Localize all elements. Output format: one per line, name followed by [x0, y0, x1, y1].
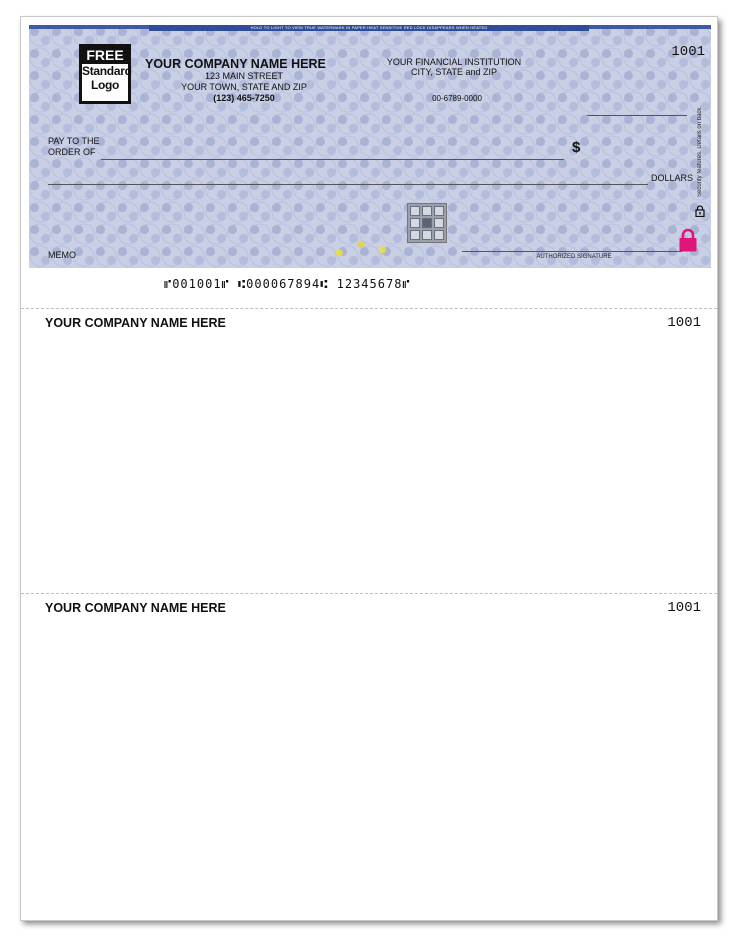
dollars-label: DOLLARS	[651, 173, 694, 183]
stub-2-company-name: YOUR COMPANY NAME HERE	[45, 601, 226, 615]
stub-1-check-number: 1001	[667, 315, 701, 331]
bank-city: CITY, STATE and ZIP	[410, 67, 498, 77]
amount-field[interactable]	[586, 143, 686, 161]
bank-name: YOUR FINANCIAL INSTITUTION	[386, 57, 522, 67]
security-band: HOLD TO LIGHT TO VIEW TRUE WATERMARK IN PAPER HEAT SENSITIVE RED LOCK DISAPPEARS WHEN HEATED	[149, 25, 589, 31]
heat-sensitive-ink	[325, 233, 397, 261]
check	[29, 25, 711, 268]
pay-to-label	[48, 136, 100, 158]
check-number: 1001	[671, 44, 705, 60]
address-street: 123 MAIN STREET	[204, 71, 284, 81]
pay-to-label-line1: PAY TO THE	[48, 136, 100, 146]
company-name: YOUR COMPANY NAME HERE	[145, 57, 326, 71]
stub-2-check-number: 1001	[667, 600, 701, 616]
stub-1-company-name: YOUR COMPANY NAME HERE	[45, 316, 226, 330]
address-city: YOUR TOWN, STATE AND ZIP	[181, 82, 307, 92]
company-phone: (123) 465-7250	[213, 93, 275, 103]
hologram-icon	[407, 203, 447, 243]
date-line[interactable]	[587, 115, 687, 116]
logo-line-1: FREE	[82, 47, 128, 64]
signature-label: AUTHORIZED SIGNATURE	[536, 254, 612, 260]
payee-line[interactable]	[101, 159, 564, 160]
micr-line: ⑈001001⑈ ⑆000067894⑆ 12345678⑈	[164, 277, 411, 291]
dollar-sign: $	[572, 139, 581, 156]
padlock-icon	[695, 205, 705, 220]
pay-to-label-line2: ORDER OF	[48, 147, 96, 157]
bank-info	[379, 57, 529, 77]
company-logo	[79, 44, 131, 104]
company-address	[179, 71, 309, 104]
check-form-page	[20, 16, 718, 921]
memo-label: MEMO	[48, 250, 76, 260]
logo-line-2: Standard	[82, 64, 132, 78]
perforation-line-1	[21, 308, 717, 309]
routing-fraction: 00-6789-0000	[432, 94, 482, 103]
logo-line-3: Logo	[90, 78, 120, 92]
signature-line[interactable]	[462, 251, 682, 252]
perforation-line-2	[21, 593, 717, 594]
amount-words-line[interactable]	[48, 184, 648, 185]
security-note: Security features. Details on back.	[697, 105, 703, 197]
heat-lock-icon	[679, 228, 697, 252]
